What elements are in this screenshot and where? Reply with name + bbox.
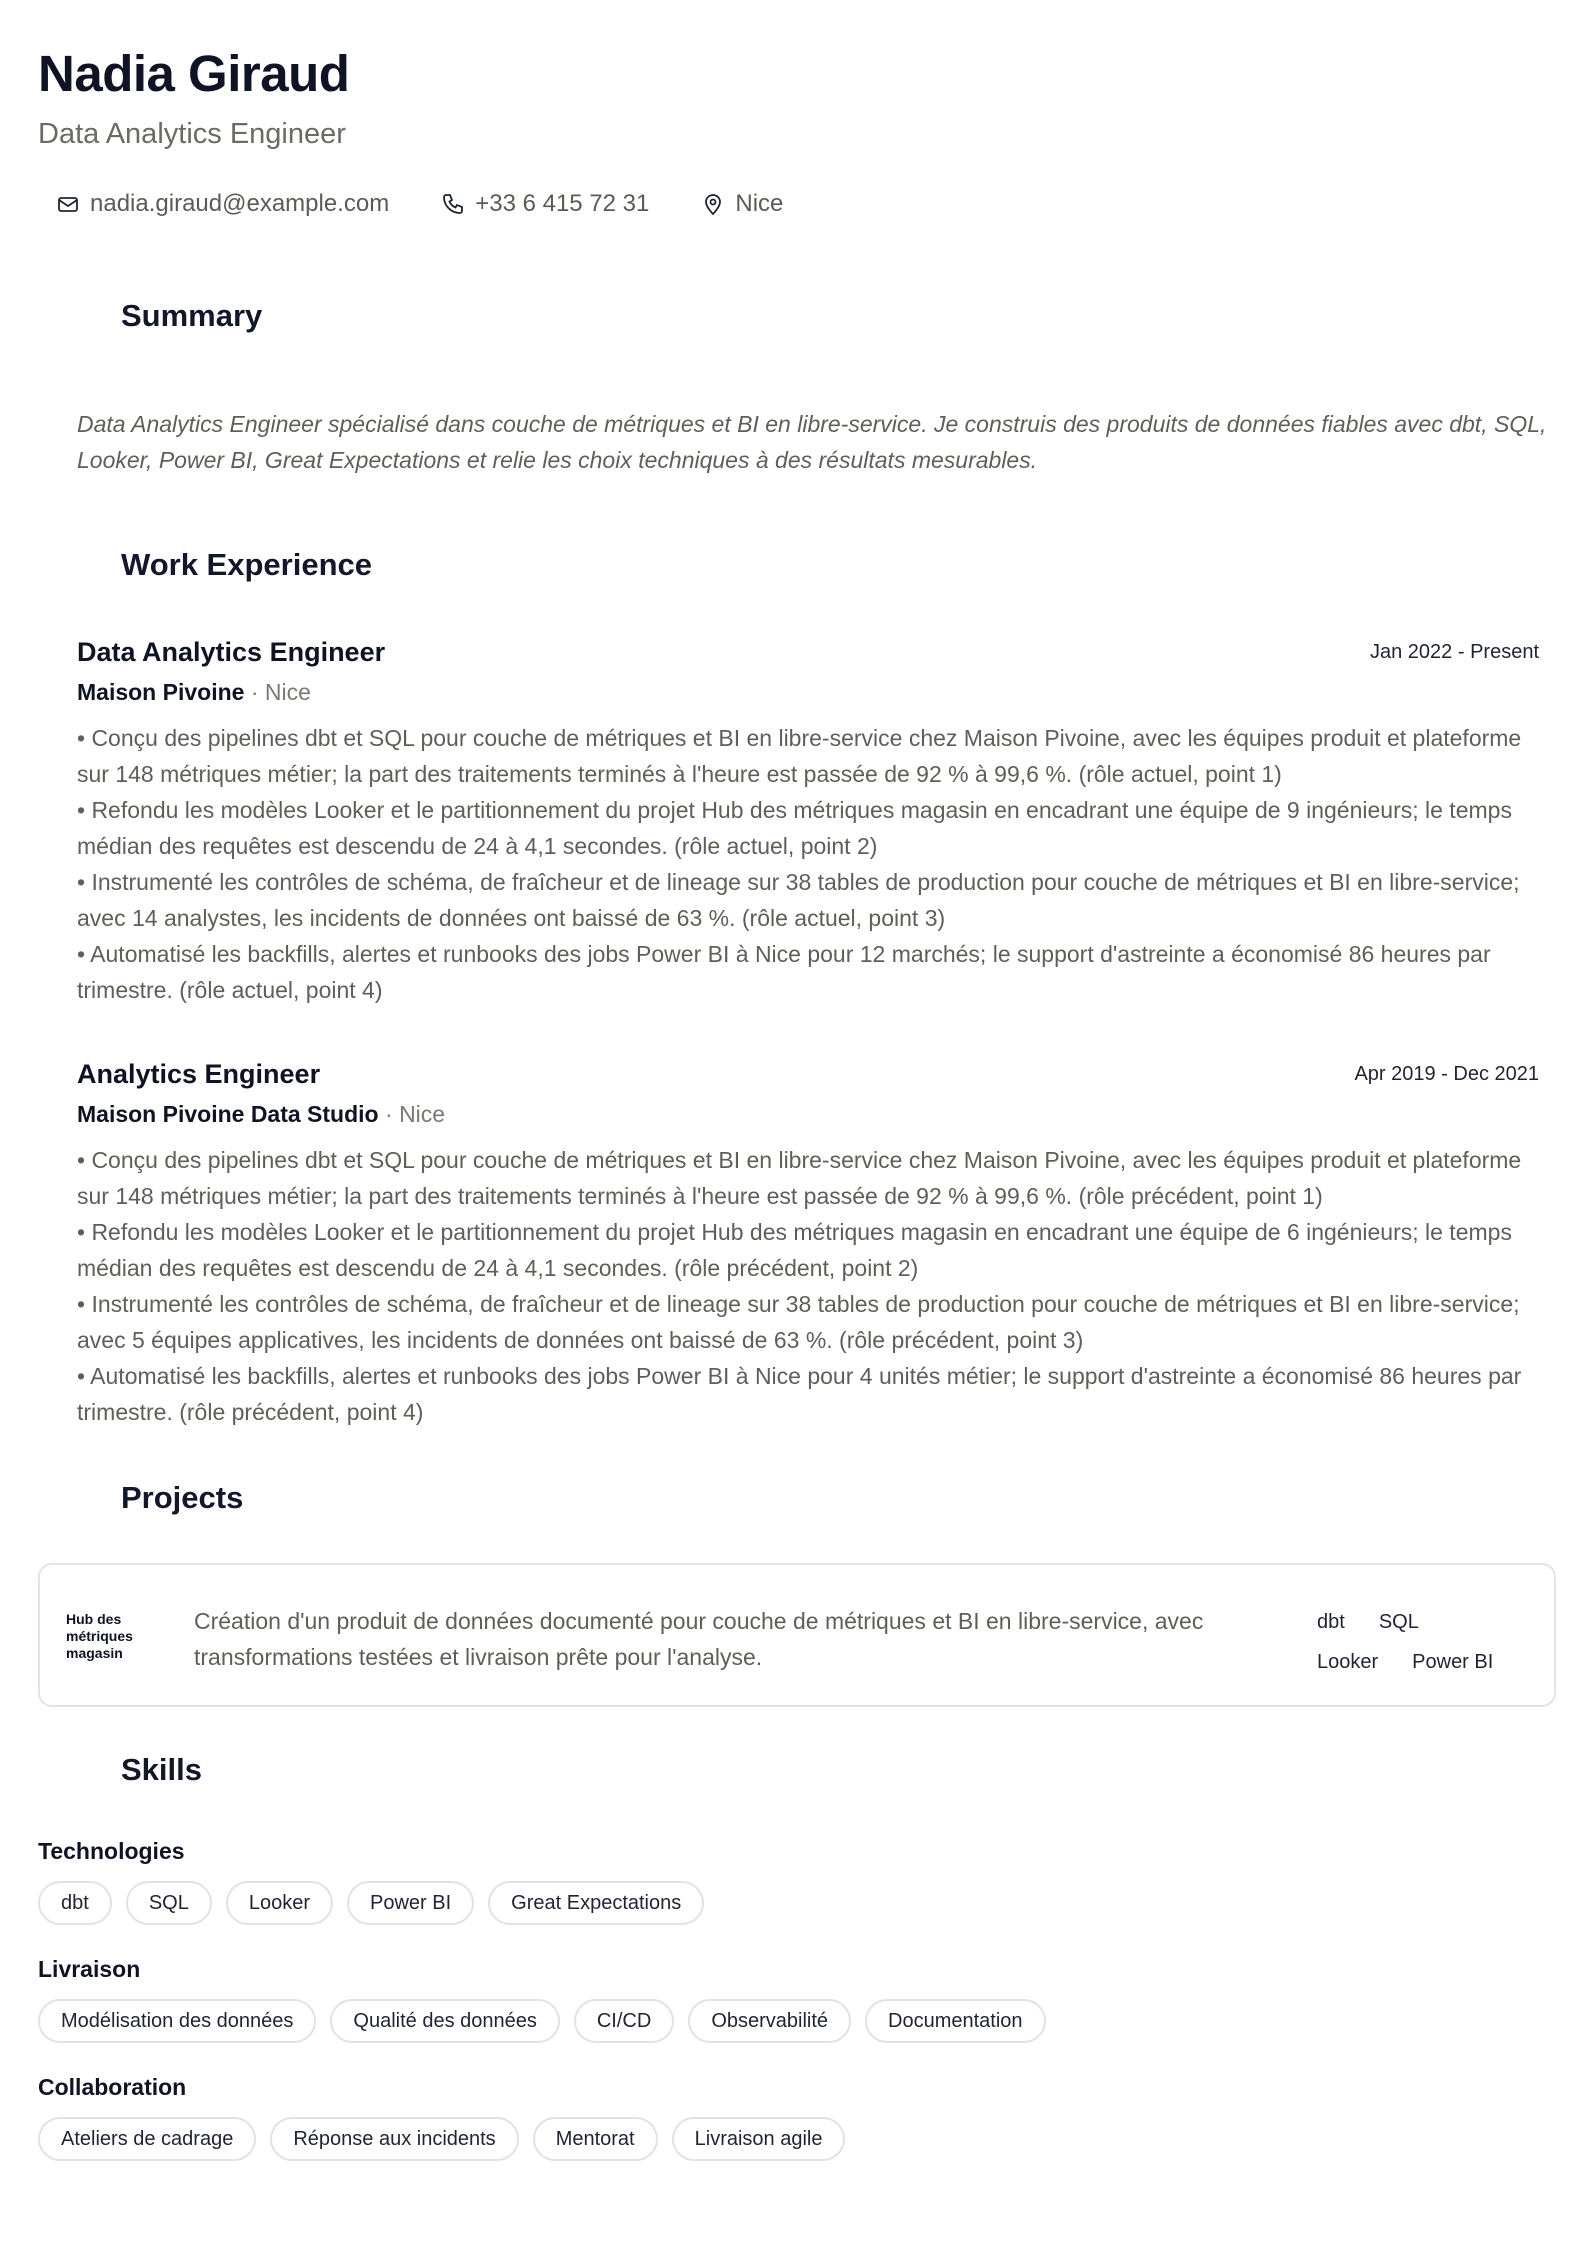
location-text: Nice	[735, 190, 784, 217]
job-entry	[77, 637, 1547, 1008]
mail-icon	[56, 192, 80, 216]
job-location: Nice	[264, 679, 311, 705]
project-tag: SQL	[1378, 1611, 1419, 1633]
summary-heading: Summary	[121, 298, 263, 333]
bullet-item: • Refondu les modèles Looker et le partitionnement du projet Hub des métriques magasin en encadrant une équipe de 9 ingénieurs; le temps médian des requêtes est descendu de 24 à 4,1 secondes. (rôle actuel, point 2)	[77, 797, 1512, 859]
skill-chip: Réponse aux incidents	[270, 2117, 518, 2161]
skill-chip: Power BI	[347, 1881, 474, 1925]
skill-chip: Livraison agile	[672, 2117, 846, 2161]
project-tag: Looker	[1317, 1651, 1379, 1673]
skill-group-livraison	[38, 1956, 1060, 2043]
skill-chip: Qualité des données	[330, 1999, 559, 2043]
project-tag: Power BI	[1412, 1651, 1494, 1673]
phone-text: +33 6 415 72 31	[475, 190, 650, 217]
projects-heading: Projects	[121, 1480, 244, 1515]
job-title: Data Analytics Engineer	[77, 637, 386, 667]
phone-icon	[441, 192, 465, 216]
skill-group-label: Collaboration	[38, 2074, 187, 2100]
bullet-item: • Instrumenté les contrôles de schéma, de fraîcheur et de lineage sur 38 tables de production pour couche de métriques et BI en libre-service; avec 5 équipes applicatives, les incidents de données ont baissé de 63 %. (rôle précédent, point 3)	[77, 1291, 1520, 1353]
skill-chip: CI/CD	[574, 1999, 674, 2043]
contact-phone[interactable]	[441, 190, 649, 218]
job-title: Analytics Engineer	[77, 1059, 321, 1089]
bullet-item: • Automatisé les backfills, alertes et runbooks des jobs Power BI à Nice pour 4 unités métier; le support d'astreinte a économisé 86 heures par trimestre. (rôle précédent, point 4)	[77, 1363, 1522, 1425]
skill-group-label: Technologies	[38, 1838, 185, 1864]
job-company-line: Maison Pivoine · Nice	[77, 679, 311, 705]
project-card	[38, 1563, 1556, 1707]
job-company: Maison Pivoine Data Studio	[77, 1101, 379, 1127]
job-bullets	[77, 720, 1547, 1008]
contact-location	[701, 190, 783, 218]
bullet-item: • Refondu les modèles Looker et le partitionnement du projet Hub des métriques magasin en encadrant une équipe de 6 ingénieurs; le temps médian des requêtes est descendu de 24 à 4,1 secondes. (rôle précédent, point 2)	[77, 1219, 1512, 1281]
bullet-item: • Instrumenté les contrôles de schéma, de fraîcheur et de lineage sur 38 tables de production pour couche de métriques et BI en libre-service; avec 14 analystes, les incidents de données ont baissé de 63 %. (rôle actuel, point 3)	[77, 869, 1520, 931]
job-company: Maison Pivoine	[77, 679, 245, 705]
contact-bar	[56, 190, 835, 218]
skill-group-collaboration	[38, 2074, 859, 2161]
bullet-item: • Automatisé les backfills, alertes et runbooks des jobs Power BI à Nice pour 12 marchés; le support d'astreinte a économisé 86 heures par trimestre. (rôle actuel, point 4)	[77, 941, 1491, 1003]
summary-text: Data Analytics Engineer spécialisé dans couche de métriques et BI en libre-service. Je construis des produits de données fiables avec dbt, SQL, Looker, Power BI, Great Expectations et relie les choix techniques à des résultats mesurables.	[77, 411, 1547, 473]
job-bullets	[77, 1142, 1547, 1430]
job-location: Nice	[399, 1101, 446, 1127]
experience-heading: Work Experience	[121, 547, 372, 582]
skill-chip: Looker	[226, 1881, 333, 1925]
project-name: Hub des métriques magasin	[66, 1611, 133, 1661]
skill-chip: dbt	[38, 1881, 112, 1925]
job-dates: Apr 2019 - Dec 2021	[1354, 1063, 1539, 1085]
skills-heading: Skills	[121, 1752, 202, 1787]
skill-chip: Mentorat	[533, 2117, 658, 2161]
skill-chip: Documentation	[865, 1999, 1046, 2043]
job-company-line: Maison Pivoine Data Studio · Nice	[77, 1101, 446, 1127]
skill-group-technologies	[38, 1838, 718, 1925]
project-tag: dbt	[1317, 1611, 1345, 1633]
location-pin-icon	[701, 192, 725, 216]
skill-chip: Ateliers de cadrage	[38, 2117, 256, 2161]
project-description: Création d'un produit de données documenté pour couche de métriques et BI en libre-service, avec transformations testées et livraison prête pour l'analyse.	[194, 1608, 1204, 1670]
skill-chip: Great Expectations	[488, 1881, 704, 1925]
bullet-item: • Conçu des pipelines dbt et SQL pour couche de métriques et BI en libre-service chez Maison Pivoine, avec les équipes produit et plateforme sur 148 métriques métier; la part des traitements terminés à l'heure est passée de 92 % à 99,6 %. (rôle précédent, point 1)	[77, 1147, 1522, 1209]
candidate-role: Data Analytics Engineer	[38, 118, 346, 150]
bullet-item: • Conçu des pipelines dbt et SQL pour couche de métriques et BI en libre-service chez Maison Pivoine, avec les équipes produit et plateforme sur 148 métriques métier; la part des traitements terminés à l'heure est passée de 92 % à 99,6 %. (rôle actuel, point 1)	[77, 725, 1522, 787]
candidate-name: Nadia Giraud	[38, 45, 350, 102]
skill-group-label: Livraison	[38, 1956, 141, 1982]
contact-email[interactable]	[56, 190, 389, 218]
skill-chip: Observabilité	[688, 1999, 851, 2043]
project-tags	[1317, 1609, 1545, 1689]
skill-chip: Modélisation des données	[38, 1999, 316, 2043]
job-dates: Jan 2022 - Present	[1370, 641, 1539, 663]
email-text: nadia.giraud@example.com	[90, 190, 390, 217]
job-entry	[77, 1059, 1547, 1430]
skill-chip: SQL	[126, 1881, 212, 1925]
